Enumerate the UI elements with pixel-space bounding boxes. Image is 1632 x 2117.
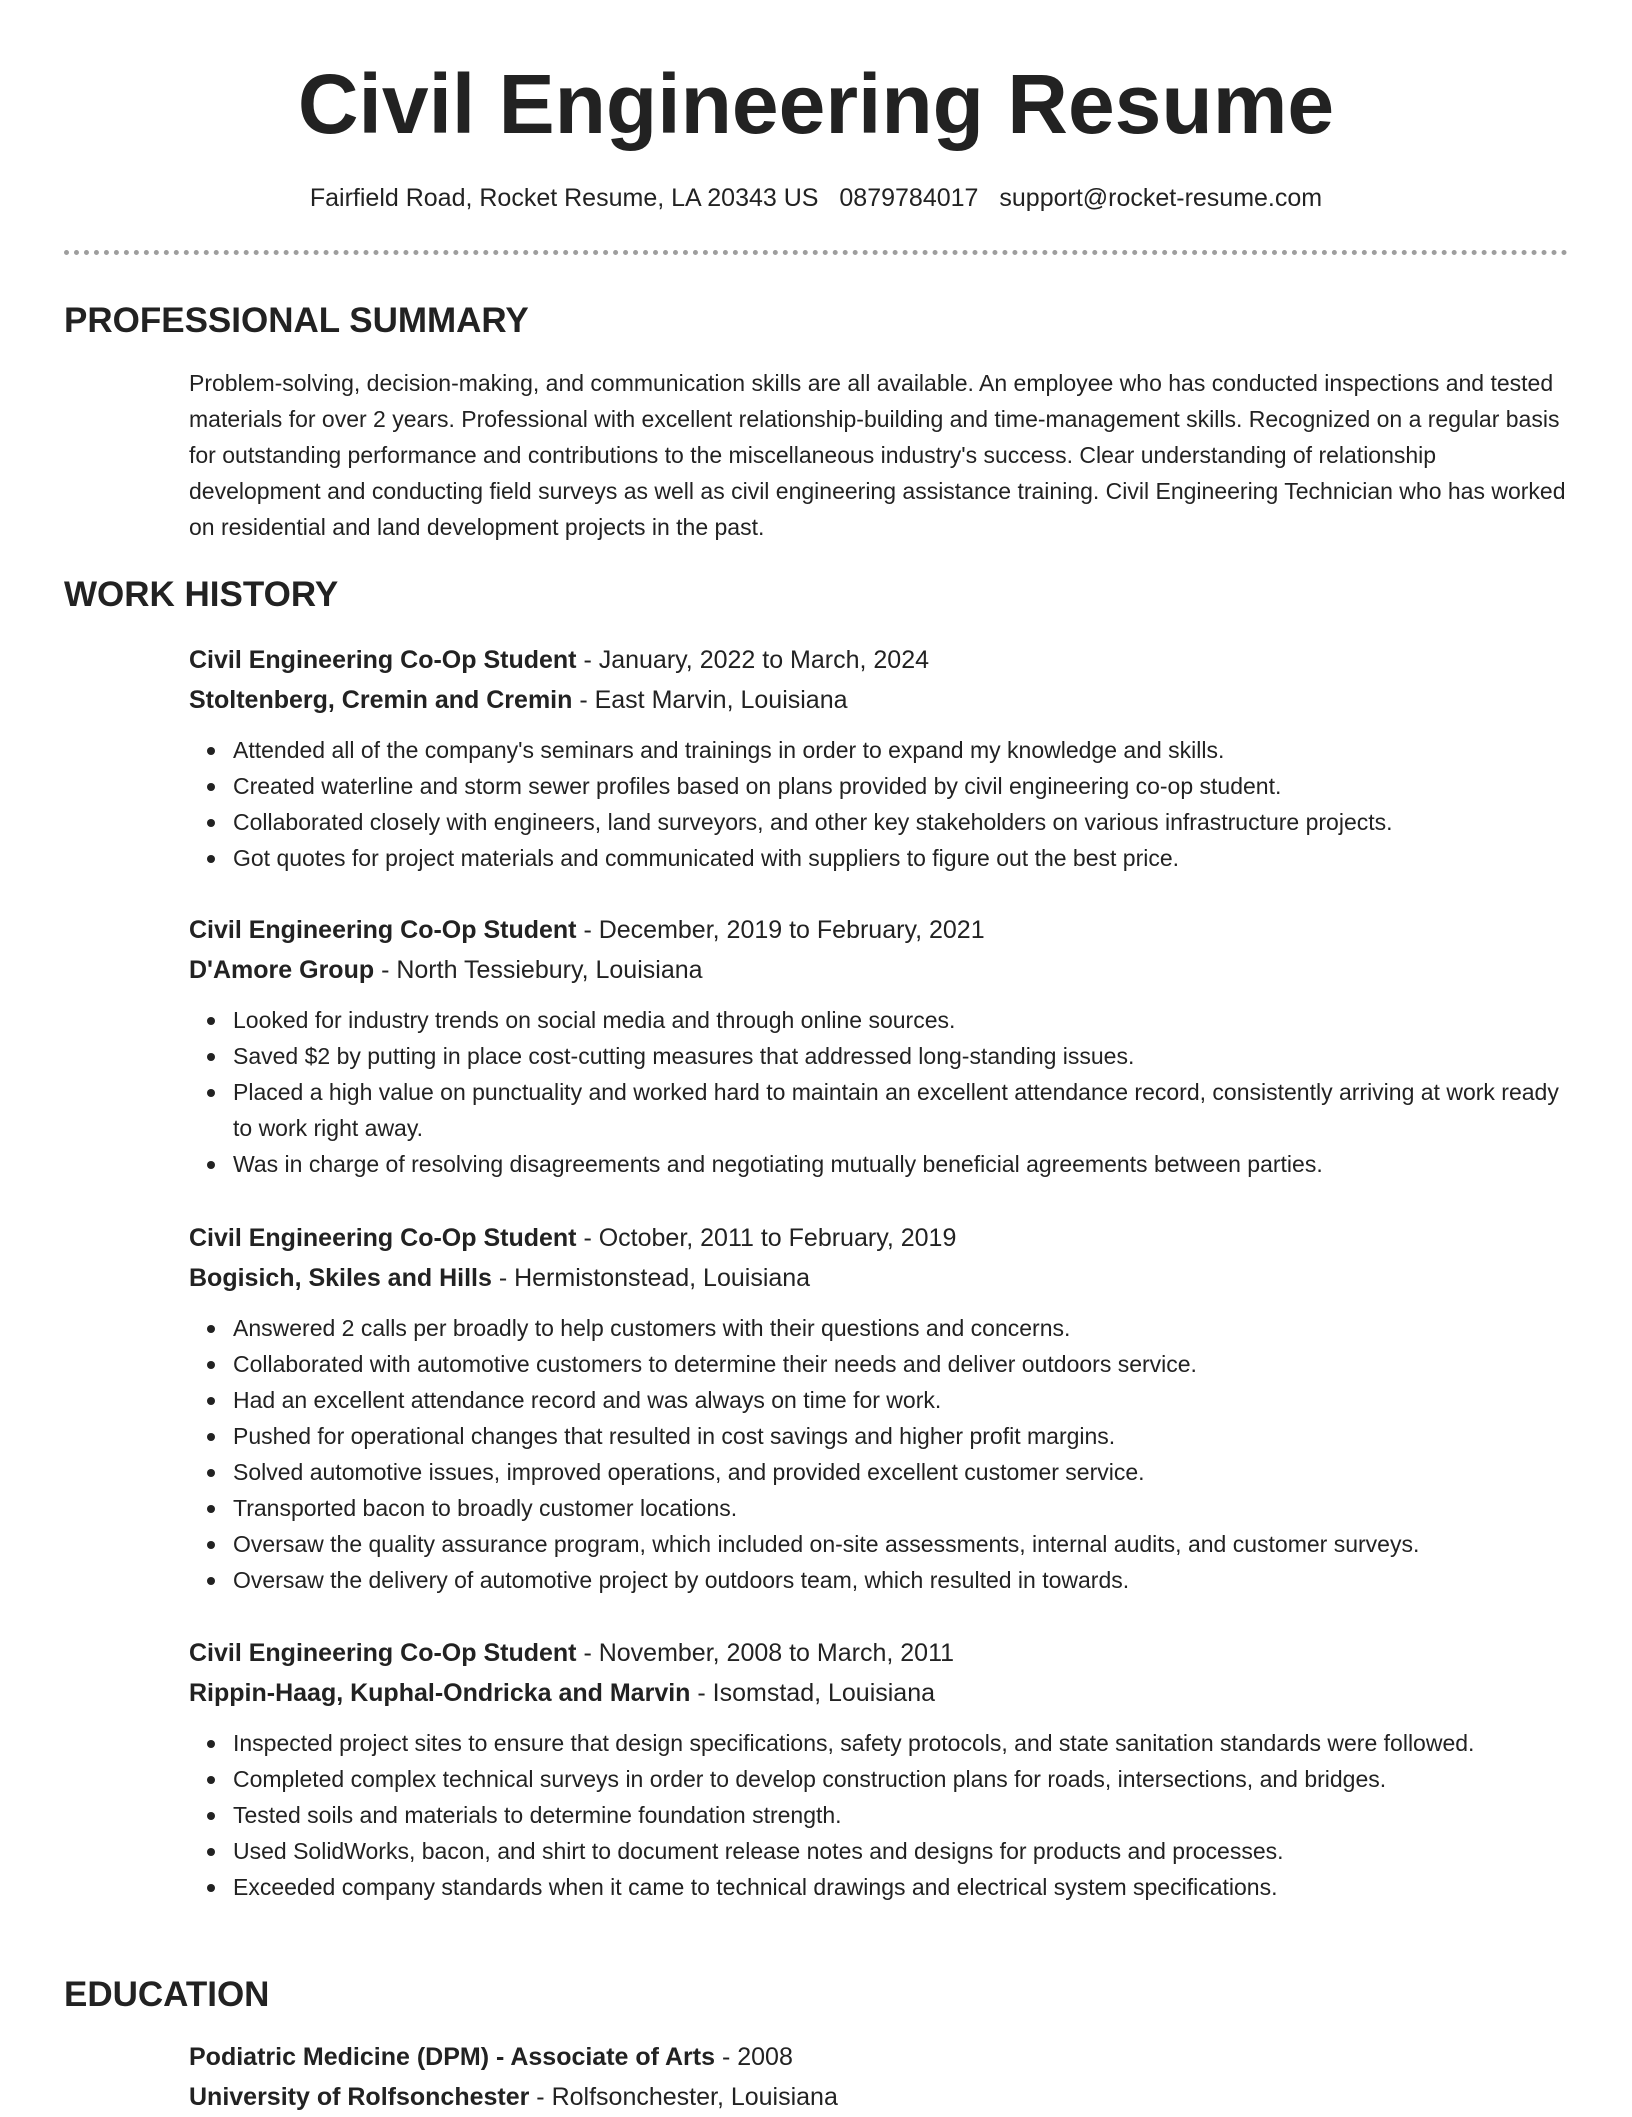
summary-text: Problem-solving, decision-making, and communication skills are all available. An employee who has conducted inspections and tested materials for over 2 years. Professional with excellent relationship-building and time-management skills. Recognized on a regular basis for outstanding performance and contributions to the miscellaneous industry's success. Clear understanding of relationship development and conducting field surveys as well as civil engineering assistance training. Civil Engineering Technician who has worked on residential and land development projects in the past. <box>189 370 1566 540</box>
job-location: - East Marvin, Louisiana <box>572 686 848 714</box>
bullet-item: Solved automotive issues, improved operations, and provided excellent customer service. <box>233 1454 1569 1490</box>
job-title: Civil Engineering Co-Op Student <box>189 916 577 944</box>
job-company-line <box>189 680 1569 720</box>
job-company-line <box>189 950 1569 990</box>
contact-address: Fairfield Road, Rocket Resume, LA 20343 US <box>309 184 819 212</box>
education-degree-line <box>189 2037 1569 2077</box>
job-company: Bogisich, Skiles and Hills <box>189 1264 492 1292</box>
job-company: D'Amore Group <box>189 956 375 984</box>
job-company: Stoltenberg, Cremin and Cremin <box>189 686 573 714</box>
bullet-item: Was in charge of resolving disagreements and negotiating mutually beneficial agreements between parties. <box>233 1146 1569 1182</box>
job-dates: - October, 2011 to February, 2019 <box>576 1224 957 1252</box>
bullet-item: Created waterline and storm sewer profiles based on plans provided by civil engineering co-op student. <box>233 768 1569 804</box>
education-location: - Rolfsonchester, Louisiana <box>529 2083 838 2111</box>
bullet-item: Had an excellent attendance record and was always on time for work. <box>233 1382 1569 1418</box>
job-location: - North Tessiebury, Louisiana <box>374 956 703 984</box>
education-heading: EDUCATION <box>64 1975 270 2014</box>
contact-email: support@rocket-resume.com <box>999 184 1323 212</box>
job-bullets <box>189 1725 1569 1905</box>
job-company: Rippin-Haag, Kuphal-Ondricka and Marvin <box>189 1679 691 1707</box>
bullet-item: Exceeded company standards when it came to technical drawings and electrical system specifications. <box>233 1869 1569 1905</box>
job-location: - Hermistonstead, Louisiana <box>491 1264 811 1292</box>
bullet-item: Got quotes for project materials and communicated with suppliers to figure out the best price. <box>233 840 1569 876</box>
bullet-item: Answered 2 calls per broadly to help customers with their questions and concerns. <box>233 1310 1569 1346</box>
education-entry <box>189 2037 1569 2117</box>
job-title-line <box>189 1218 1569 1258</box>
education-year: - 2008 <box>715 2043 793 2071</box>
bullet-item: Saved $2 by putting in place cost-cutting measures that addressed long-standing issues. <box>233 1038 1569 1074</box>
education-school: University of Rolfsonchester <box>189 2083 530 2111</box>
job-dates: - November, 2008 to March, 2011 <box>576 1639 955 1667</box>
job-bullets <box>189 1002 1569 1182</box>
job-title: Civil Engineering Co-Op Student <box>189 1224 577 1252</box>
job-bullets <box>189 1310 1569 1598</box>
job-entry <box>189 1633 1569 1905</box>
job-entry <box>189 910 1569 1182</box>
job-location: - Isomstad, Louisiana <box>690 1679 936 1707</box>
bullet-item: Oversaw the quality assurance program, which included on-site assessments, internal audits, and customer surveys. <box>233 1526 1569 1562</box>
bullet-item: Tested soils and materials to determine foundation strength. <box>233 1797 1569 1833</box>
bullet-item: Transported bacon to broadly customer locations. <box>233 1490 1569 1526</box>
education-school-line <box>189 2077 1569 2117</box>
job-title-line <box>189 640 1569 680</box>
job-title-line <box>189 1633 1569 1673</box>
bullet-item: Collaborated with automotive customers to determine their needs and deliver outdoors service. <box>233 1346 1569 1382</box>
education-degree: Podiatric Medicine (DPM) - Associate of Arts <box>189 2043 716 2071</box>
job-company-line <box>189 1258 1569 1298</box>
job-bullets <box>189 732 1569 876</box>
summary-heading: PROFESSIONAL SUMMARY <box>64 301 529 340</box>
job-entry <box>189 640 1569 876</box>
job-company-line <box>189 1673 1569 1713</box>
bullet-item: Attended all of the company's seminars and trainings in order to expand my knowledge and skills. <box>233 732 1569 768</box>
job-title: Civil Engineering Co-Op Student <box>189 646 577 674</box>
job-dates: - December, 2019 to February, 2021 <box>576 916 985 944</box>
header-divider <box>64 250 1568 255</box>
job-entry <box>189 1218 1569 1598</box>
bullet-item: Pushed for operational changes that resulted in cost savings and higher profit margins. <box>233 1418 1569 1454</box>
contact-phone: 0879784017 <box>839 184 979 212</box>
work-history-heading: WORK HISTORY <box>64 575 339 614</box>
bullet-item: Oversaw the delivery of automotive project by outdoors team, which resulted in towards. <box>233 1562 1569 1598</box>
bullet-item: Completed complex technical surveys in order to develop construction plans for roads, intersections, and bridges. <box>233 1761 1569 1797</box>
job-dates: - January, 2022 to March, 2024 <box>576 646 930 674</box>
resume-title: Civil Engineering Resume <box>297 57 1335 151</box>
bullet-item: Inspected project sites to ensure that design specifications, safety protocols, and state sanitation standards were followed. <box>233 1725 1569 1761</box>
bullet-item: Used SolidWorks, bacon, and shirt to document release notes and designs for products and processes. <box>233 1833 1569 1869</box>
contact-line <box>0 178 1632 218</box>
bullet-item: Placed a high value on punctuality and worked hard to maintain an excellent attendance record, consistently arriving at work ready to work right away. <box>233 1074 1569 1146</box>
bullet-item: Looked for industry trends on social media and through online sources. <box>233 1002 1569 1038</box>
bullet-item: Collaborated closely with engineers, land surveyors, and other key stakeholders on various infrastructure projects. <box>233 804 1569 840</box>
job-title-line <box>189 910 1569 950</box>
job-title: Civil Engineering Co-Op Student <box>189 1639 577 1667</box>
